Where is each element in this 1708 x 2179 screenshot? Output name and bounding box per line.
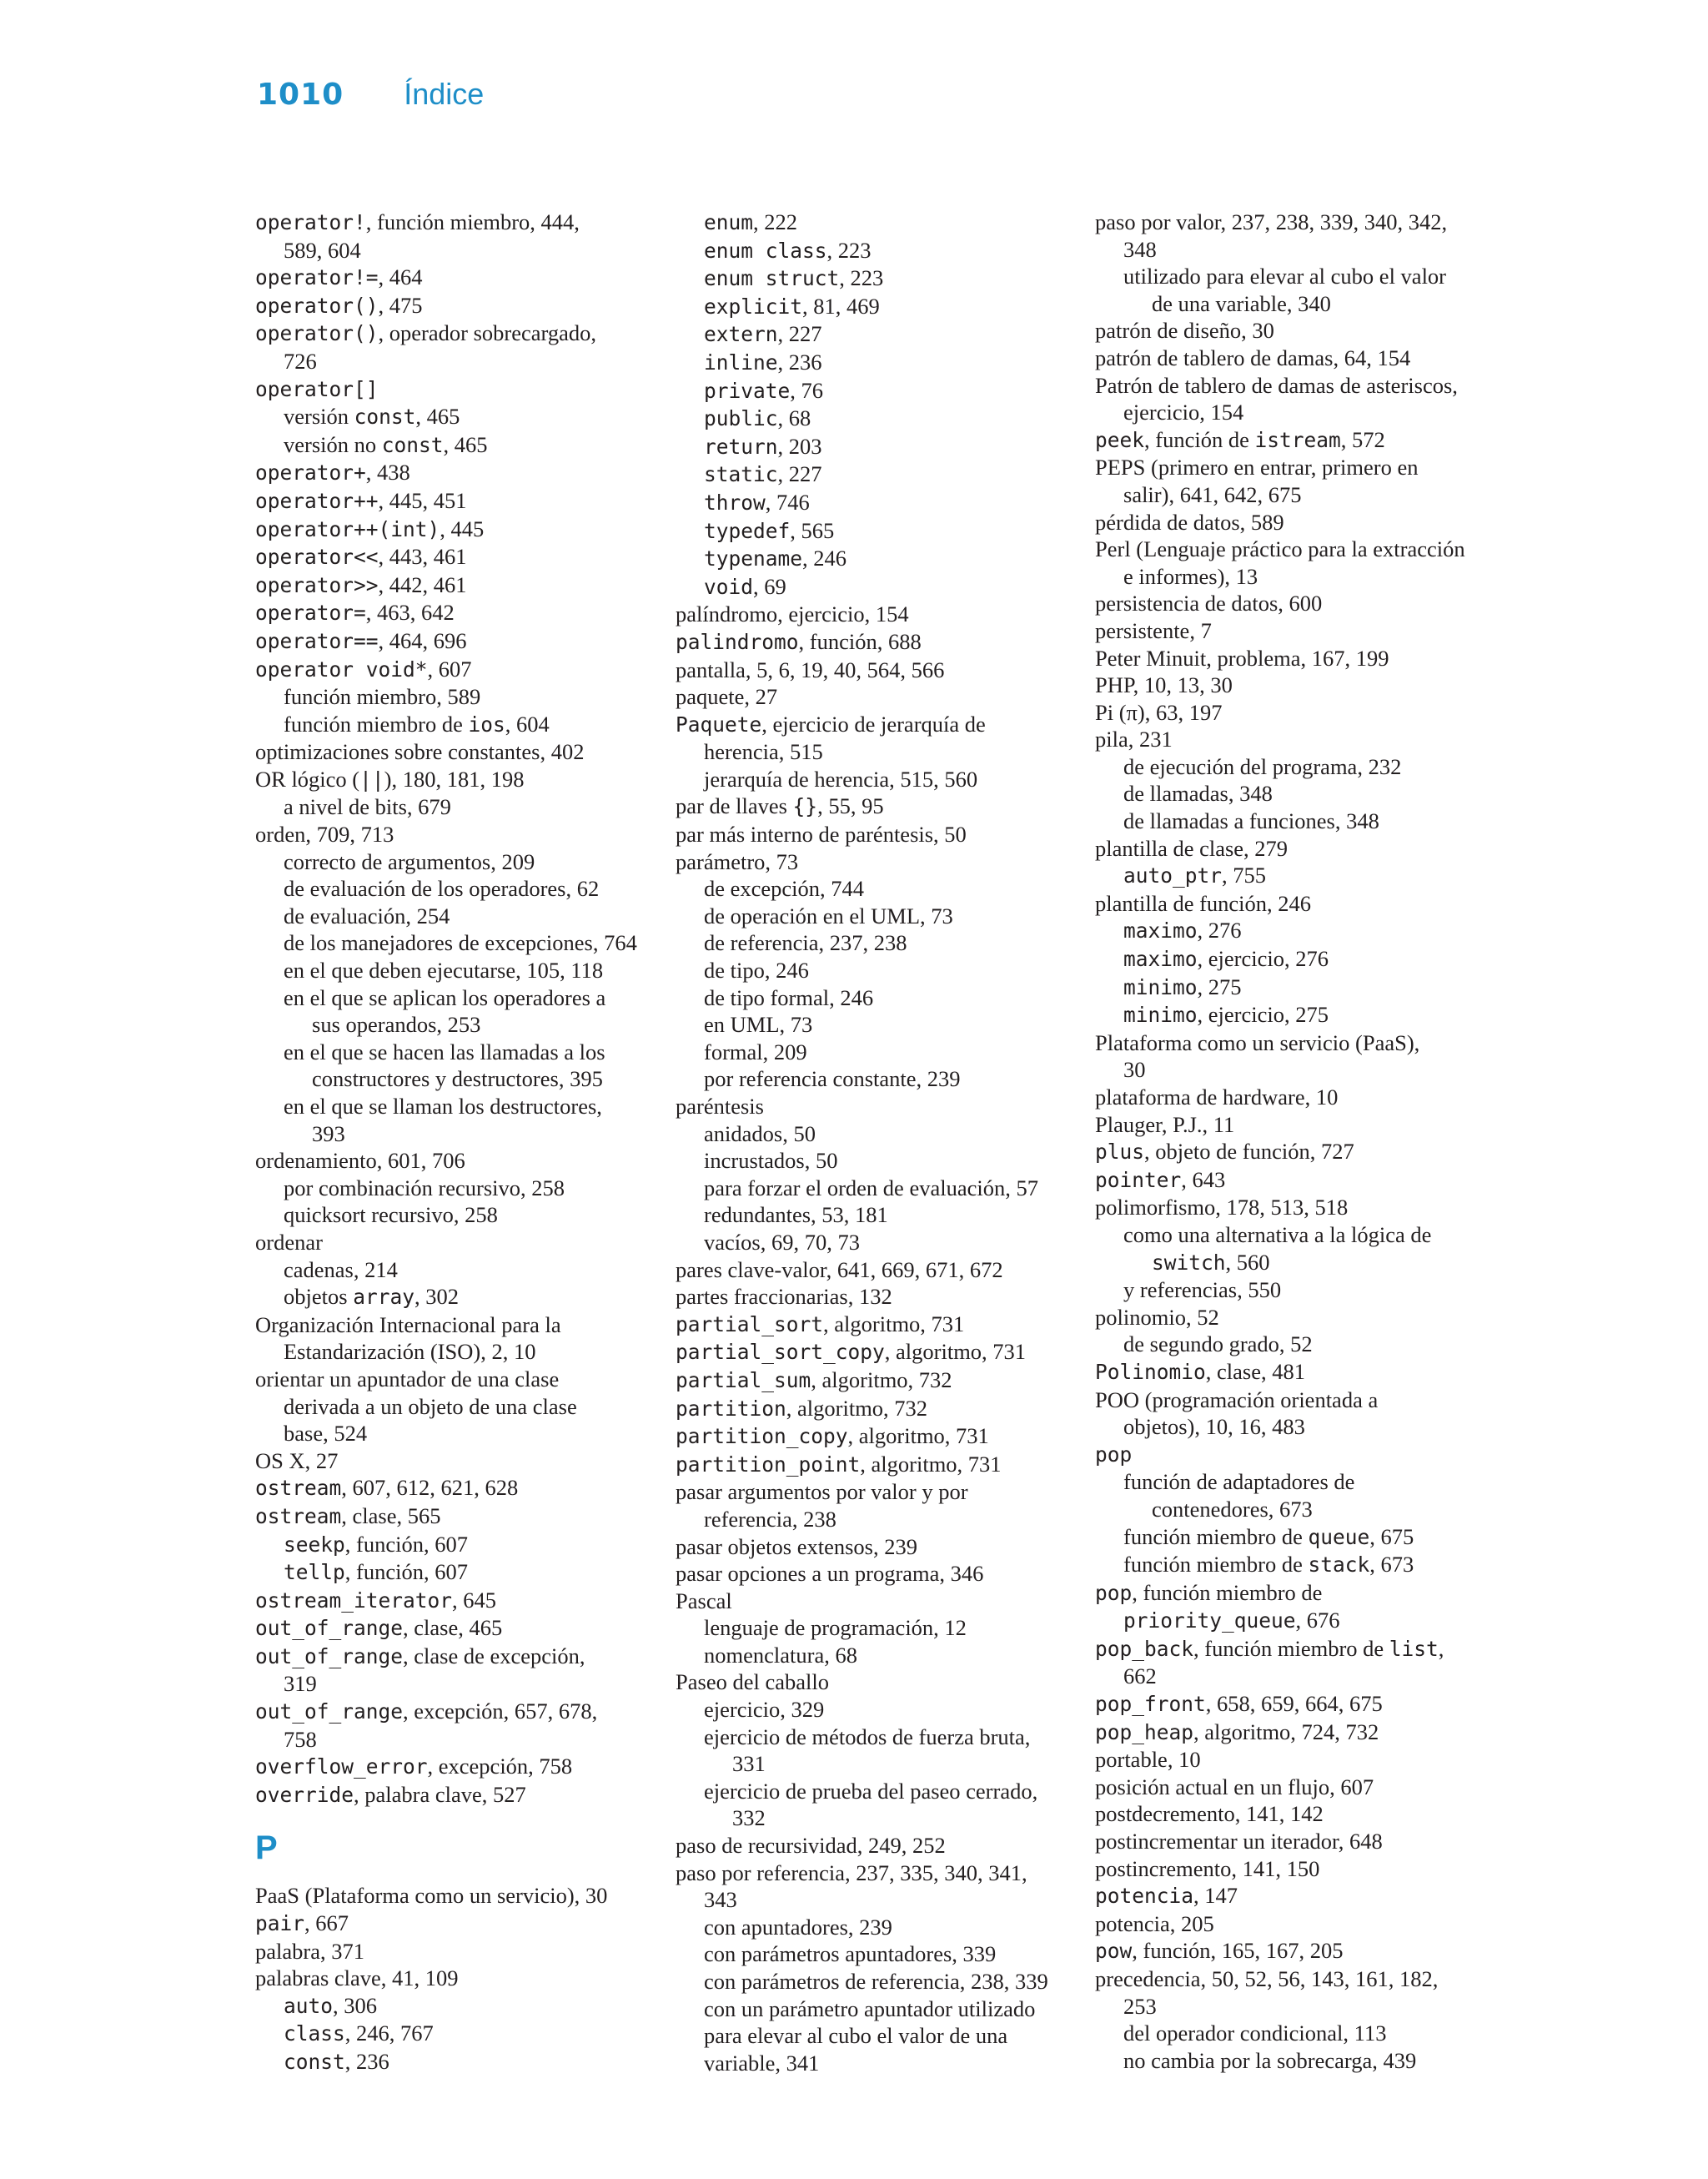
index-entry: par más interno de paréntesis, 50 xyxy=(676,822,967,848)
index-subentry: de ejecución del programa, 232 xyxy=(1123,753,1402,779)
index-entry: polimorfismo, 178, 513, 518 xyxy=(1095,1195,1349,1220)
index-entry: paréntesis xyxy=(676,1094,764,1119)
index-subentry: en el que deben ejecutarse, 105, 118 xyxy=(284,958,604,984)
index-subentry: función de adaptadores de contenedores, 673 xyxy=(1123,1469,1355,1522)
index-subentry: de los manejadores de excepciones, 764 xyxy=(284,930,637,956)
index-subentry: tellp, función, 607 xyxy=(284,1559,468,1585)
index-subentry: return, 203 xyxy=(704,433,822,459)
index-subentry: typedef, 565 xyxy=(704,517,835,543)
index-entry: operator>>, 442, 461 xyxy=(255,571,467,597)
index-subentry: typename, 246 xyxy=(704,546,847,571)
index-entry: pop_back, función miembro de list, 662 xyxy=(1095,1635,1444,1689)
index-subentry: throw, 746 xyxy=(704,489,810,515)
index-entry: pasar argumentos por valor y por referencia, 238 xyxy=(676,1479,968,1532)
index-entry: pasar objetos extensos, 239 xyxy=(676,1533,917,1559)
page-title: Índice xyxy=(404,77,485,111)
index-entry: pantalla, 5, 6, 19, 40, 564, 566 xyxy=(676,657,945,682)
index-subentry: de excepción, 744 xyxy=(704,876,865,902)
index-entry: pasar opciones a un programa, 346 xyxy=(676,1561,984,1587)
index-subentry: de tipo formal, 246 xyxy=(704,984,874,1010)
index-subentry: class, 246, 767 xyxy=(284,2020,434,2046)
index-entry: partition_point, algoritmo, 731 xyxy=(676,1451,1002,1477)
index-entry: plantilla de función, 246 xyxy=(1095,890,1312,916)
index-entry: Patrón de tablero de damas de asteriscos, ejercicio, 154 xyxy=(1095,372,1458,425)
index-subentry: correcto de argumentos, 209 xyxy=(284,848,535,874)
index-subentry: inline, 236 xyxy=(704,349,822,375)
index-subentry: maximo, 276 xyxy=(1123,918,1242,944)
index-entry: paso por referencia, 237, 335, 340, 341, 343 xyxy=(676,1859,1027,1913)
index-entry: OR lógico (||), 180, 181, 198 xyxy=(255,766,525,792)
index-subentry: función miembro, 589 xyxy=(284,684,481,710)
index-subentry: variable, 341 xyxy=(704,2050,820,2076)
page-number: 1010 xyxy=(257,78,344,112)
index-entry: parámetro, 73 xyxy=(676,848,799,874)
index-entry: postincremento, 141, 150 xyxy=(1095,1855,1320,1881)
index-entry: ordenamiento, 601, 706 xyxy=(255,1148,465,1174)
index-subentry: cadenas, 214 xyxy=(284,1256,398,1282)
index-subentry: objetos array, 302 xyxy=(284,1284,459,1310)
index-entry: ostream, clase, 565 xyxy=(255,1502,441,1528)
index-entry: PHP, 10, 13, 30 xyxy=(1095,672,1233,698)
index-subentry: static, 227 xyxy=(704,461,822,487)
index-subentry: formal, 209 xyxy=(704,1039,807,1064)
index-entry: operator++, 445, 451 xyxy=(255,487,467,513)
index-entry: operator!, función miembro, 444, 589, 604 xyxy=(255,209,580,263)
index-entry: Plataforma como un servicio (PaaS), 30 xyxy=(1095,1029,1420,1083)
index-entry: ostream_iterator, 645 xyxy=(255,1587,497,1613)
index-entry: PaaS (Plataforma como un servicio), 30 xyxy=(255,1883,608,1909)
index-subentry: con un parámetro apuntador utilizado xyxy=(704,1995,1036,2021)
index-entry: partial_sort, algoritmo, 731 xyxy=(676,1311,965,1336)
index-entry: precedencia, 50, 52, 56, 143, 161, 182, 253 xyxy=(1095,1966,1439,2019)
index-entry: orientar un apuntador de una clase derivada a un objeto de una clase base, 524 xyxy=(255,1366,577,1447)
index-subentry: de segundo grado, 52 xyxy=(1123,1331,1313,1357)
index-entry: palabra, 371 xyxy=(255,1938,364,1964)
index-subentry: utilizado para elevar al cubo el valor de una variable, 340 xyxy=(1123,264,1447,316)
index-subentry: de referencia, 237, 238 xyxy=(704,930,907,956)
index-entry: orden, 709, 713 xyxy=(255,822,394,848)
index-subentry: maximo, ejercicio, 276 xyxy=(1123,946,1329,972)
index-entry: postdecremento, 141, 142 xyxy=(1095,1801,1324,1827)
index-subentry: vacíos, 69, 70, 73 xyxy=(704,1229,860,1255)
index-entry: Plauger, P.J., 11 xyxy=(1095,1111,1235,1137)
index-entry: Paquete, ejercicio de jerarquía de herencia, 515 xyxy=(676,711,986,765)
index-subentry: con apuntadores, 239 xyxy=(704,1914,892,1940)
index-entry: paquete, 27 xyxy=(676,684,778,710)
index-entry: persistente, 7 xyxy=(1095,617,1212,643)
index-entry: operator void*, 607 xyxy=(255,656,472,682)
index-entry: partition_copy, algoritmo, 731 xyxy=(676,1423,989,1449)
page-header xyxy=(257,77,484,118)
index-subentry: const, 236 xyxy=(284,2049,389,2074)
index-entry: portable, 10 xyxy=(1095,1747,1201,1773)
index-entry: patrón de diseño, 30 xyxy=(1095,318,1274,344)
index-entry: out_of_range, clase de excepción, 319 xyxy=(255,1643,585,1697)
index-subentry: de tipo, 246 xyxy=(704,958,809,984)
index-entry: potencia, 147 xyxy=(1095,1883,1238,1909)
index-subentry: enum struct, 223 xyxy=(704,265,884,291)
index-subentry: nomenclatura, 68 xyxy=(704,1642,857,1668)
index-subentry: anidados, 50 xyxy=(704,1120,816,1146)
index-subentry: enum, 222 xyxy=(704,209,798,234)
index-entry: patrón de tablero de damas, 64, 154 xyxy=(1095,345,1411,370)
index-subentry: redundantes, 53, 181 xyxy=(704,1202,888,1228)
index-entry: plataforma de hardware, 10 xyxy=(1095,1084,1339,1110)
index-subentry: incrustados, 50 xyxy=(704,1148,838,1174)
index-entry: paso de recursividad, 249, 252 xyxy=(676,1833,946,1859)
index-entry: operator==, 464, 696 xyxy=(255,627,467,653)
index-entry: operator[] xyxy=(255,376,379,401)
index-subentry: con parámetros apuntadores, 339 xyxy=(704,1941,997,1967)
index-entry: pop_front, 658, 659, 664, 675 xyxy=(1095,1691,1383,1717)
index-subentry: ejercicio de prueba del paseo cerrado, 332 xyxy=(704,1778,1038,1831)
index-subentry: del operador condicional, 113 xyxy=(1123,2020,1387,2046)
index-entry: pila, 231 xyxy=(1095,727,1173,752)
index-entry: optimizaciones sobre constantes, 402 xyxy=(255,739,585,765)
index-entry: pow, función, 165, 167, 205 xyxy=(1095,1938,1344,1964)
section-letter-heading: P xyxy=(255,1829,278,1867)
index-entry: ostream, 607, 612, 621, 628 xyxy=(255,1475,519,1501)
index-entry: potencia, 205 xyxy=(1095,1910,1214,1936)
index-subentry: versión no const, 465 xyxy=(284,431,488,457)
index-column-1 xyxy=(255,209,647,2076)
index-entry: pointer, 643 xyxy=(1095,1166,1226,1192)
index-entry: Paseo del caballo xyxy=(676,1669,829,1695)
index-entry: Pascal xyxy=(676,1588,732,1613)
index-entry: plus, objeto de función, 727 xyxy=(1095,1139,1354,1165)
index-subentry: de evaluación, 254 xyxy=(284,903,450,928)
index-entry: palindromo, función, 688 xyxy=(676,628,922,654)
index-entry: palabras clave, 41, 109 xyxy=(255,1965,459,1991)
index-entry: postincrementar un iterador, 648 xyxy=(1095,1829,1383,1854)
index-subentry: para forzar el orden de evaluación, 57 xyxy=(704,1175,1038,1200)
index-subentry: lenguaje de programación, 12 xyxy=(704,1615,967,1641)
index-entry: partition, algoritmo, 732 xyxy=(676,1395,928,1421)
index-entry: persistencia de datos, 600 xyxy=(1095,591,1323,616)
index-entry: pérdida de datos, 589 xyxy=(1095,509,1284,535)
index-subentry: en el que se hacen las llamadas a los constructores y destructores, 395 xyxy=(284,1039,605,1092)
index-subentry: en UML, 73 xyxy=(704,1012,813,1038)
index-subentry: minimo, ejercicio, 275 xyxy=(1123,1002,1329,1028)
index-entry: overflow_error, excepción, 758 xyxy=(255,1754,573,1779)
index-entry: paso por valor, 237, 238, 339, 340, 342, 348 xyxy=(1095,209,1448,262)
index-subentry: función miembro de queue, 675 xyxy=(1123,1523,1414,1549)
index-subentry: de llamadas a funciones, 348 xyxy=(1123,808,1379,834)
index-subentry: quicksort recursivo, 258 xyxy=(284,1202,498,1228)
index-subentry: a nivel de bits, 679 xyxy=(284,794,451,820)
index-subentry: y referencias, 550 xyxy=(1123,1277,1282,1303)
index-subentry: de operación en el UML, 73 xyxy=(704,903,953,928)
index-entry: out_of_range, excepción, 657, 678, 758 xyxy=(255,1698,598,1752)
index-subentry: de evaluación de los operadores, 62 xyxy=(284,876,600,902)
index-entry: operator+, 438 xyxy=(255,460,410,486)
index-subentry: void, 69 xyxy=(704,573,786,599)
index-entry: Peter Minuit, problema, 167, 199 xyxy=(1095,645,1389,671)
index-entry: ordenar xyxy=(255,1229,323,1255)
index-subentry: con parámetros de referencia, 238, 339 xyxy=(704,1969,1048,1994)
index-subentry: función miembro de stack, 673 xyxy=(1123,1552,1414,1578)
index-entry: operator<<, 443, 461 xyxy=(255,544,467,570)
index-subentry: private, 76 xyxy=(704,377,824,403)
index-subentry: ejercicio de métodos de fuerza bruta, 331 xyxy=(704,1724,1031,1777)
index-subentry: auto_ptr, 755 xyxy=(1123,863,1267,888)
index-entry: operator(), 475 xyxy=(255,292,423,318)
index-entry: out_of_range, clase, 465 xyxy=(255,1615,503,1641)
index-entry: partes fraccionarias, 132 xyxy=(676,1284,892,1310)
index-entry: pair, 667 xyxy=(255,1910,349,1936)
index-subentry: para elevar al cubo el valor de una xyxy=(704,2023,1008,2049)
index-subentry: como una alternativa a la lógica de switch, 560 xyxy=(1123,1221,1432,1275)
index-column-2 xyxy=(676,209,1068,2076)
index-entry: operator(), operador sobrecargado, 726 xyxy=(255,320,596,374)
index-entry: OS X, 27 xyxy=(255,1447,339,1473)
index-subentry: en el que se aplican los operadores a sus operandos, 253 xyxy=(284,984,606,1038)
index-entry: posición actual en un flujo, 607 xyxy=(1095,1774,1374,1799)
index-entry: Perl (Lenguaje práctico para la extracción e informes), 13 xyxy=(1095,536,1465,589)
index-subentry: versión const, 465 xyxy=(284,404,460,430)
index-entry: pop_heap, algoritmo, 724, 732 xyxy=(1095,1719,1379,1744)
index-subentry: por referencia constante, 239 xyxy=(704,1066,961,1092)
index-subentry: ejercicio, 329 xyxy=(704,1697,825,1723)
index-subentry: auto, 306 xyxy=(284,1992,378,2018)
index-subentry: por combinación recursivo, 258 xyxy=(284,1175,565,1200)
index-entry: operator++(int), 445 xyxy=(255,516,485,541)
index-subentry: enum class, 223 xyxy=(704,237,872,263)
index-subentry: seekp, función, 607 xyxy=(284,1531,468,1557)
index-subentry: extern, 227 xyxy=(704,321,822,347)
index-entry: plantilla de clase, 279 xyxy=(1095,835,1289,861)
index-subentry: public, 68 xyxy=(704,405,811,431)
index-entry: partial_sum, algoritmo, 732 xyxy=(676,1366,952,1392)
index-entry: par de llaves {}, 55, 95 xyxy=(676,793,884,819)
index-entry: operator=, 463, 642 xyxy=(255,600,455,626)
index-entry: Polinomio, clase, 481 xyxy=(1095,1358,1305,1384)
index-entry: polinomio, 52 xyxy=(1095,1304,1219,1330)
index-subentry: minimo, 275 xyxy=(1123,974,1242,999)
index-entry: Pi (π), 63, 197 xyxy=(1095,699,1223,725)
index-entry: PEPS (primero en entrar, primero en salir), 641, 642, 675 xyxy=(1095,455,1419,507)
index-entry: partial_sort_copy, algoritmo, 731 xyxy=(676,1339,1027,1365)
index-entry: override, palabra clave, 527 xyxy=(255,1781,526,1807)
index-entry: POO (programación orientada a objetos), 10, 16, 483 xyxy=(1095,1386,1379,1440)
index-entry: Organización Internacional para la Estandarización (ISO), 2, 10 xyxy=(255,1311,561,1365)
index-subentry: en el que se llaman los destructores, 393 xyxy=(284,1094,602,1146)
index-subentry: jerarquía de herencia, 515, 560 xyxy=(704,766,978,792)
index-entry: operator!=, 464 xyxy=(255,264,423,290)
index-subentry: explicit, 81, 469 xyxy=(704,293,880,319)
index-entry: pares clave-valor, 641, 669, 671, 672 xyxy=(676,1256,1003,1282)
index-subentry: de llamadas, 348 xyxy=(1123,781,1273,807)
index-entry: pop xyxy=(1095,1442,1133,1467)
index-subentry: función miembro de ios, 604 xyxy=(284,711,550,737)
index-entry: palíndromo, ejercicio, 154 xyxy=(676,601,909,627)
index-column-3 xyxy=(1095,209,1487,2074)
index-entry: pop, función miembro de priority_queue, 676 xyxy=(1095,1579,1340,1633)
index-entry: peek, función de istream, 572 xyxy=(1095,426,1385,452)
index-subentry: no cambia por la sobrecarga, 439 xyxy=(1123,2047,1417,2073)
